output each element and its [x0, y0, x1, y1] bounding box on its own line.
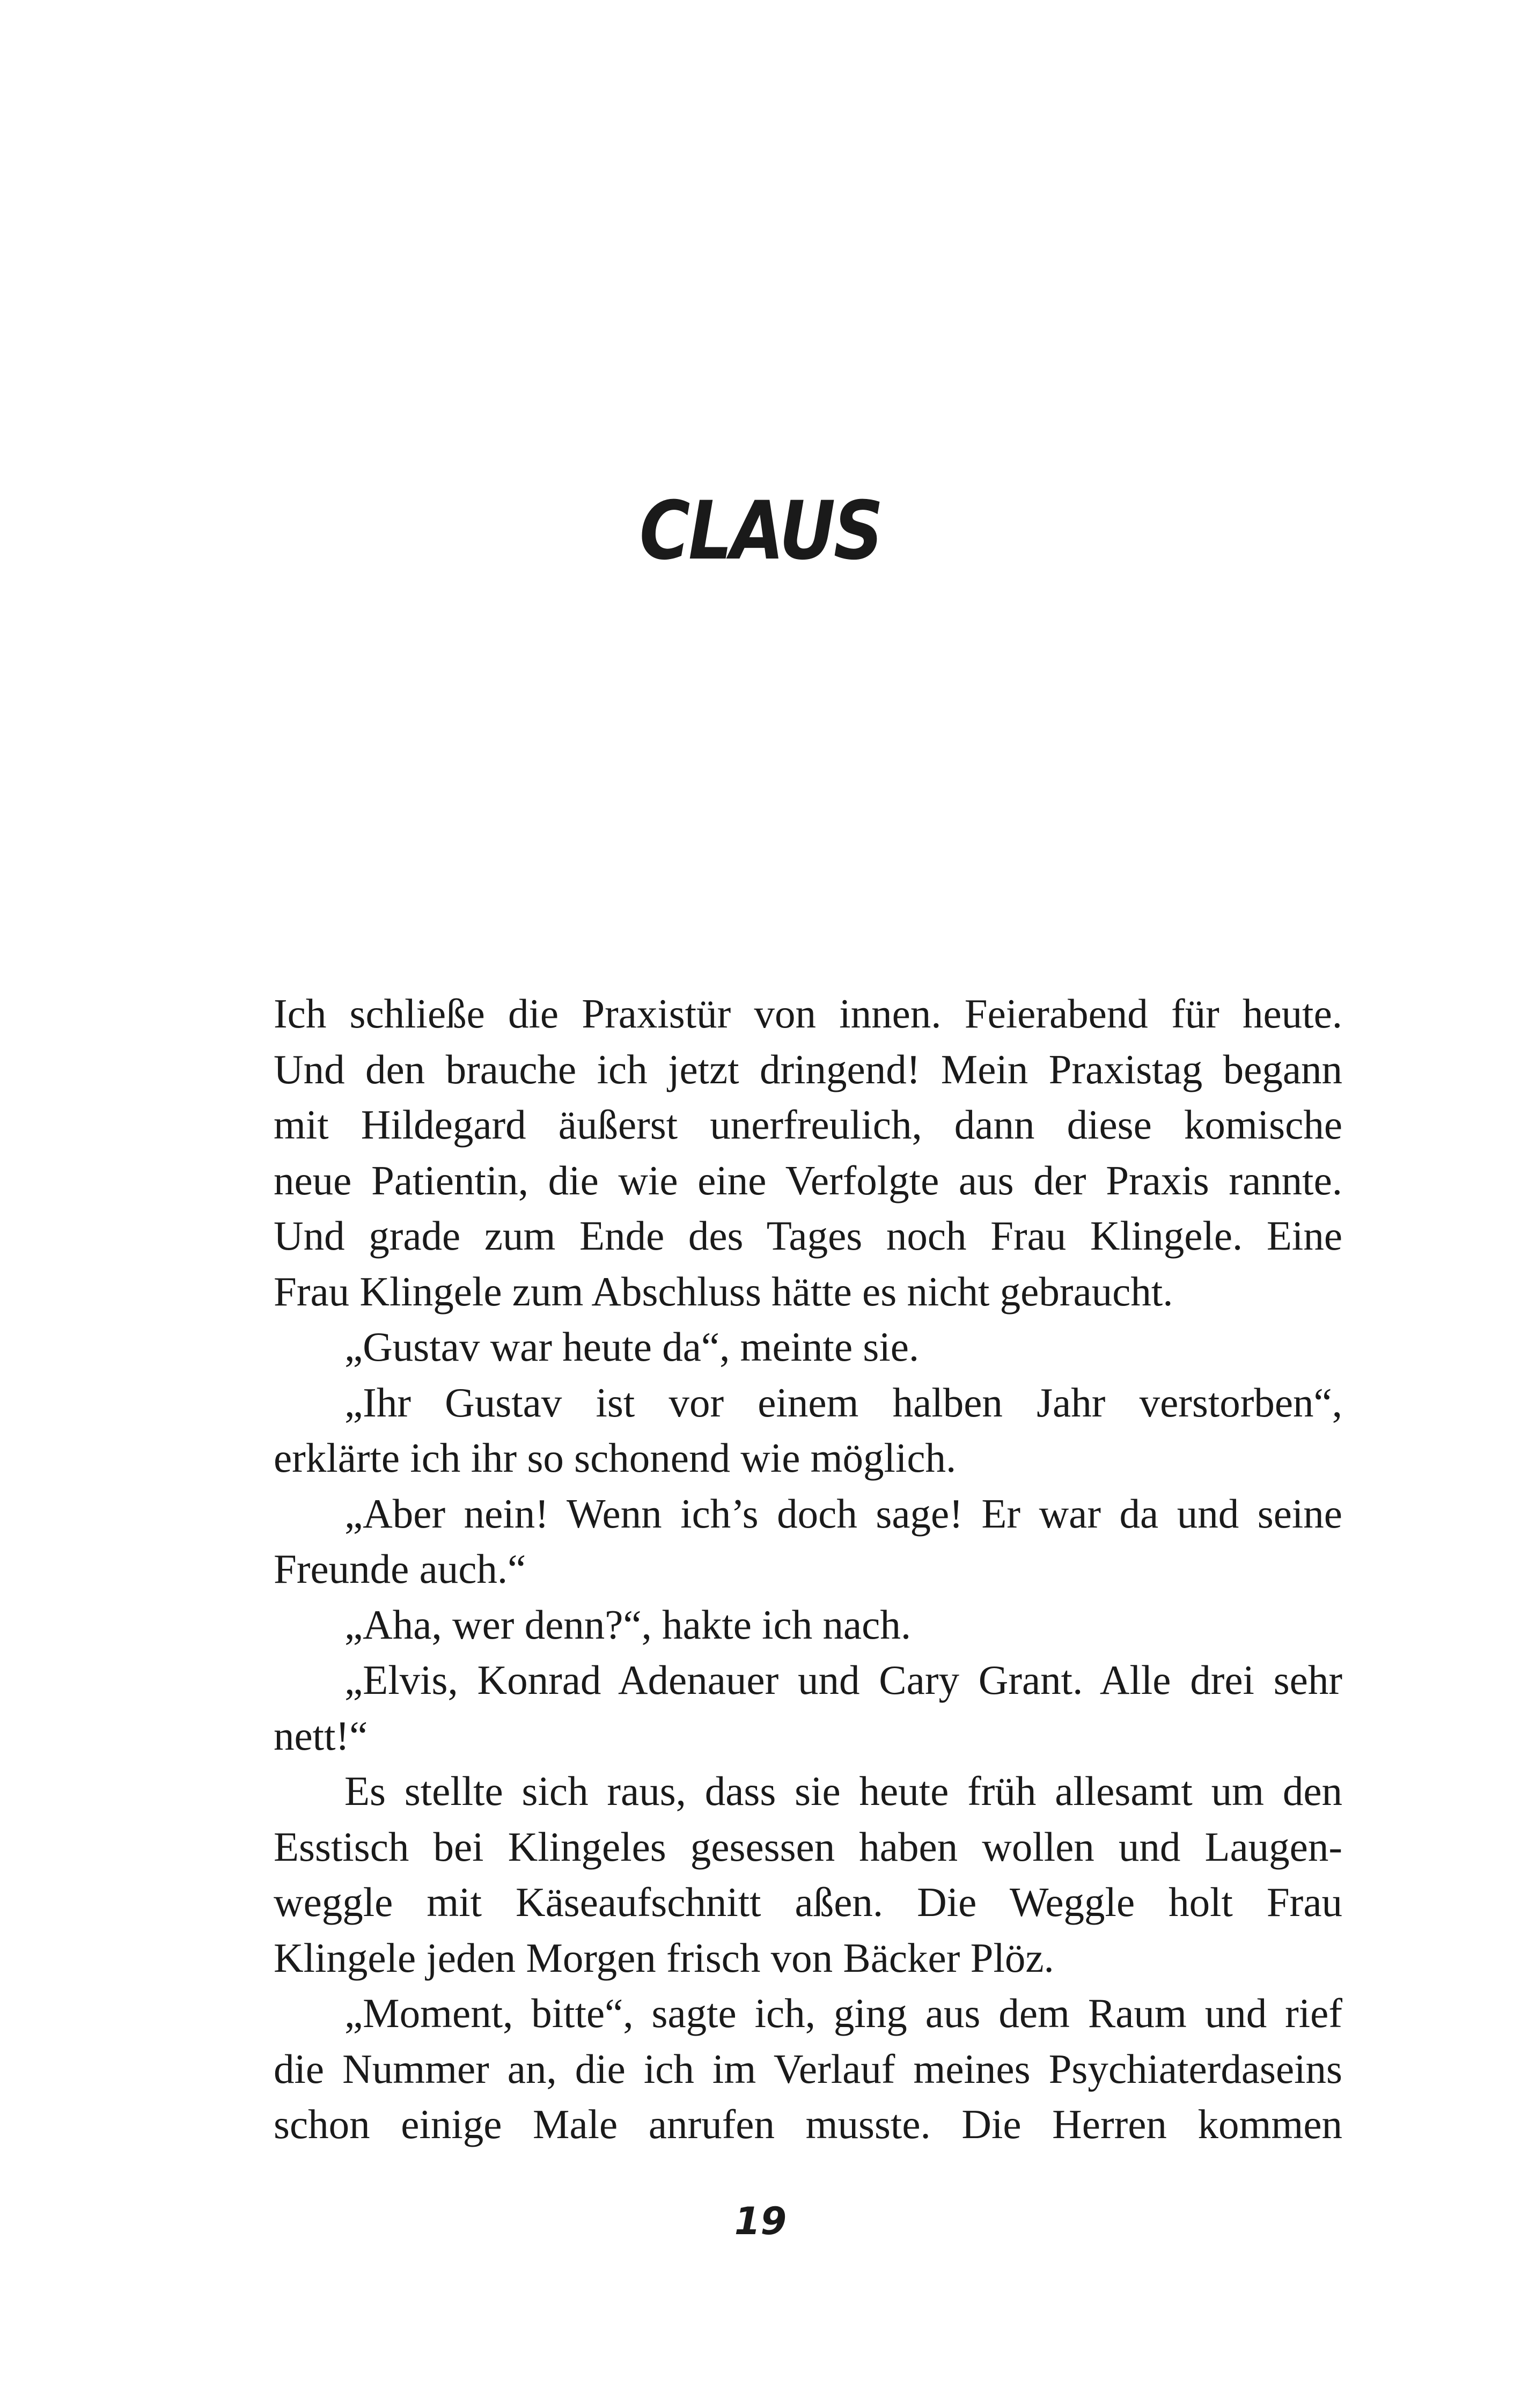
- text-line: Und den brauche ich jetzt dringend! Mein Praxistag begann: [274, 1046, 1342, 1092]
- paragraph: [274, 1597, 1342, 1653]
- text-line: Und grade zum Ende des Tages noch Frau Klingele. Eine: [274, 1213, 1342, 1259]
- paragraph: [274, 1764, 1342, 1986]
- page-number: 19: [734, 2199, 787, 2243]
- paragraph: [274, 1375, 1342, 1486]
- text-line: „Gustav war heute da“, meinte sie.: [344, 1324, 920, 1370]
- paragraph: [274, 1486, 1342, 1597]
- text-line: weggle mit Käseaufschnitt aßen. Die Weggle holt Frau: [274, 1879, 1342, 1925]
- text-line: Ich schließe die Praxistür von innen. Feierabend für heute.: [274, 990, 1342, 1037]
- text-line: Freunde auch.“: [274, 1546, 526, 1592]
- chapter-title: CLAUS: [639, 484, 882, 578]
- body-text: [274, 986, 1342, 2153]
- text-line: mit Hildegard äußerst unerfreulich, dann diese komische: [274, 1102, 1342, 1148]
- text-line: neue Patientin, die wie eine Verfolgte aus der Praxis rannte.: [274, 1157, 1342, 1203]
- paragraph: [274, 1319, 1342, 1375]
- text-line: erklärte ich ihr so schonend wie möglich.: [274, 1435, 957, 1481]
- text-line: Es stellte sich raus, dass sie heute früh allesamt um den: [344, 1768, 1342, 1814]
- text-line: Frau Klingele zum Abschluss hätte es nicht gebraucht.: [274, 1268, 1173, 1315]
- text-line: „Elvis, Konrad Adenauer und Cary Grant. Alle drei sehr: [344, 1657, 1342, 1703]
- text-line: schon einige Male anrufen musste. Die Herren kommen: [274, 2101, 1342, 2147]
- text-line: „Ihr Gustav ist vor einem halben Jahr verstorben“,: [344, 1379, 1342, 1426]
- text-line: nett!“: [274, 1712, 368, 1759]
- paragraph: [274, 1986, 1342, 2153]
- paragraph: [274, 1653, 1342, 1764]
- text-line: Klingele jeden Morgen frisch von Bäcker Plöz.: [274, 1934, 1054, 1981]
- text-line: die Nummer an, die ich im Verlauf meines Psychiaterdaseins: [274, 2045, 1342, 2092]
- text-line: Esstisch bei Klingeles gesessen haben wollen und Laugen-: [274, 1823, 1342, 1870]
- text-line: „Moment, bitte“, sagte ich, ging aus dem Raum und rief: [344, 1990, 1342, 2036]
- paragraph: [274, 986, 1342, 1319]
- text-line: „Aha, wer denn?“, hakte ich nach.: [344, 1601, 912, 1648]
- text-line: „Aber nein! Wenn ich’s doch sage! Er war da und seine: [344, 1490, 1342, 1537]
